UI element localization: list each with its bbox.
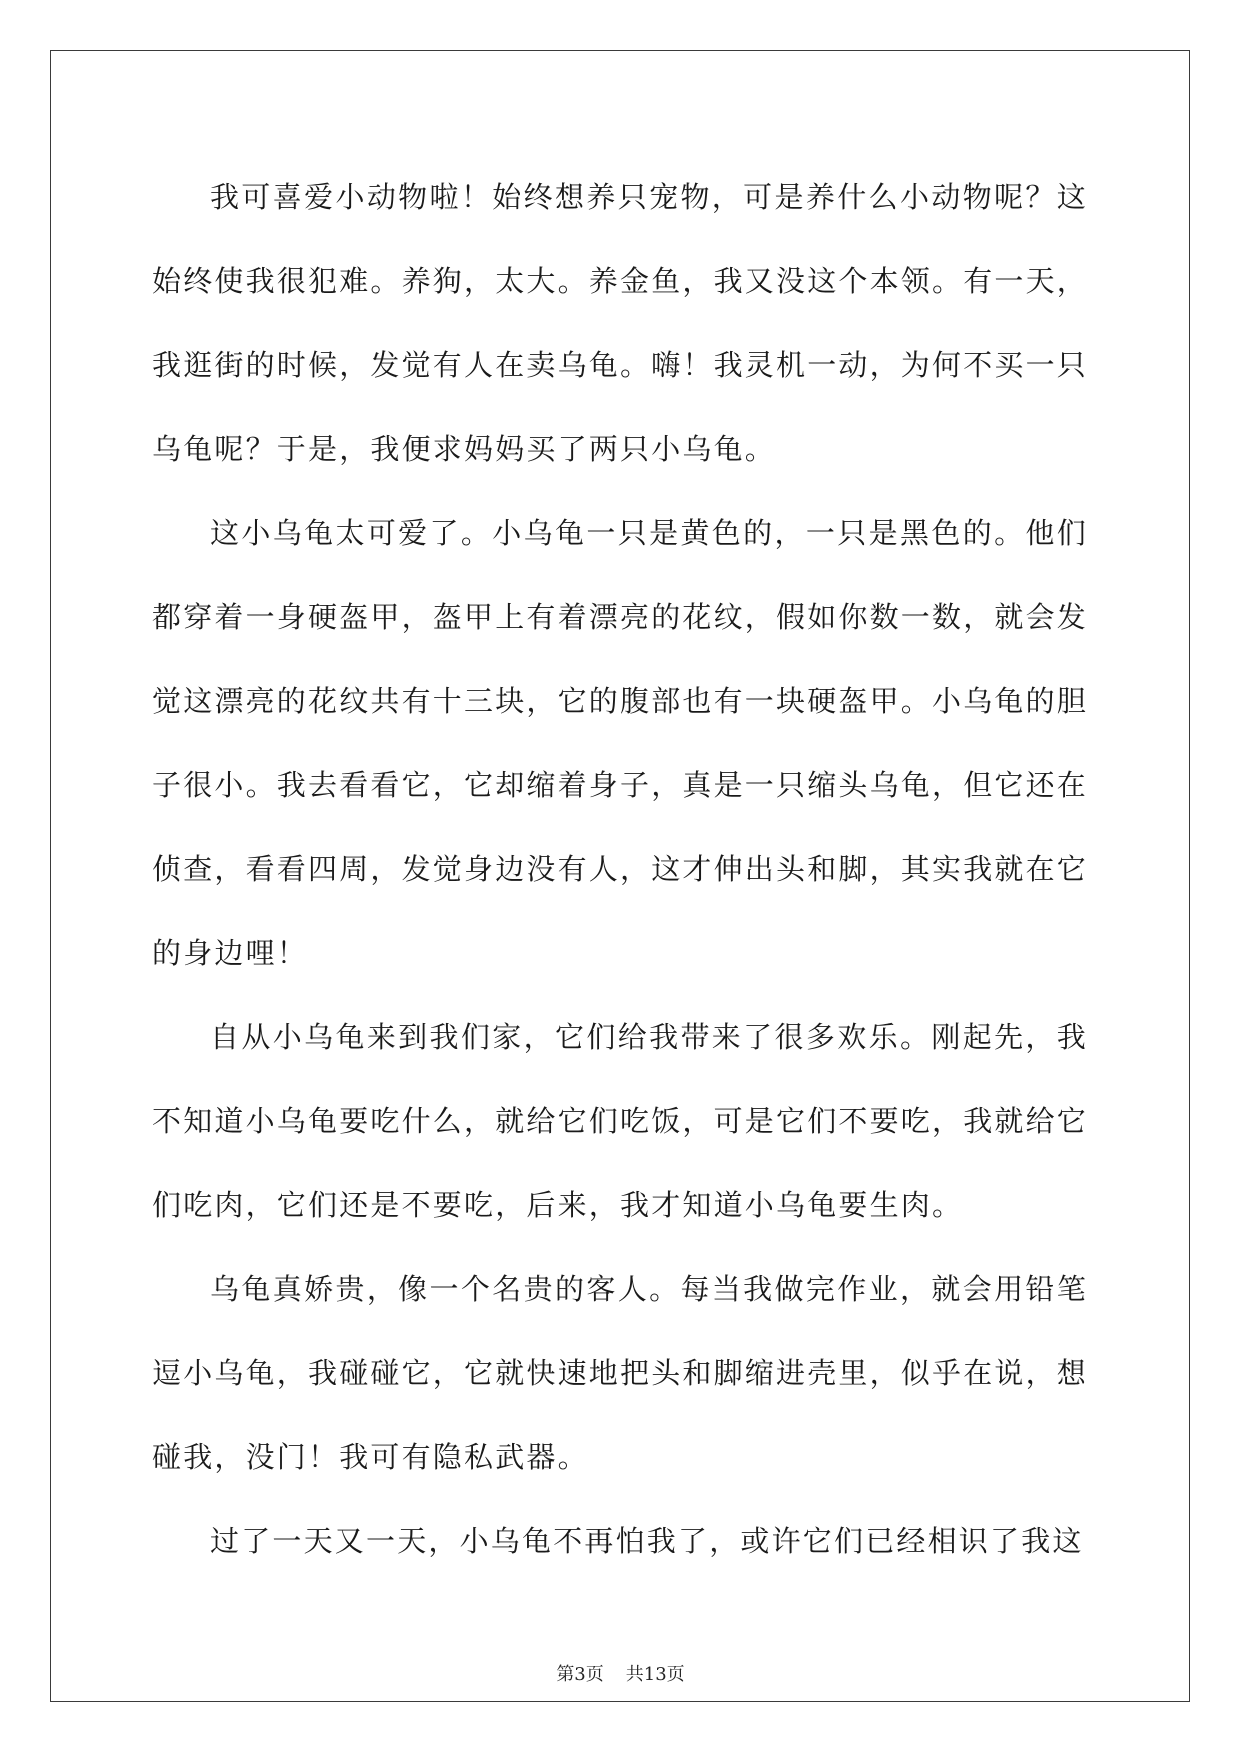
- paragraph: 我可喜爱小动物啦！始终想养只宠物，可是养什么小动物呢？这始终使我很犯难。养狗，太大。养金鱼，我又没这个本领。有一天，我逛街的时候，发觉有人在卖乌龟。嗨！我灵机一动，为何不买一只乌龟呢？于是，我便求妈妈买了两只小乌龟。: [152, 180, 1089, 466]
- page-number-total: 共13页: [625, 1664, 685, 1685]
- paragraph: 乌龟真娇贵，像一个名贵的客人。每当我做完作业，就会用铅笔逗小乌龟，我碰碰它，它就快速地把头和脚缩进壳里，似乎在说，想碰我，没门！我可有隐私武器。: [152, 1272, 1089, 1474]
- paragraph: 过了一天又一天，小乌龟不再怕我了，或许它们已经相识了我这: [210, 1524, 1084, 1558]
- paragraph: 自从小乌龟来到我们家，它们给我带来了很多欢乐。刚起先，我不知道小乌龟要吃什么，就给它们吃饭，可是它们不要吃，我就给它们吃肉，它们还是不要吃，后来，我才知道小乌龟要生肉。: [152, 1020, 1089, 1222]
- page-footer: [0, 1660, 1241, 1686]
- page-number-current: 第3页: [556, 1664, 604, 1685]
- document-body: [152, 155, 1088, 1583]
- paragraph: 这小乌龟太可爱了。小乌龟一只是黄色的，一只是黑色的。他们都穿着一身硬盔甲，盔甲上有着漂亮的花纹，假如你数一数，就会发觉这漂亮的花纹共有十三块，它的腹部也有一块硬盔甲。小乌龟的胆子很小。我去看看它，它却缩着身子，真是一只缩头乌龟，但它还在侦查，看看四周，发觉身边没有人，这才伸出头和脚，其实我就在它的身边哩！: [152, 516, 1089, 970]
